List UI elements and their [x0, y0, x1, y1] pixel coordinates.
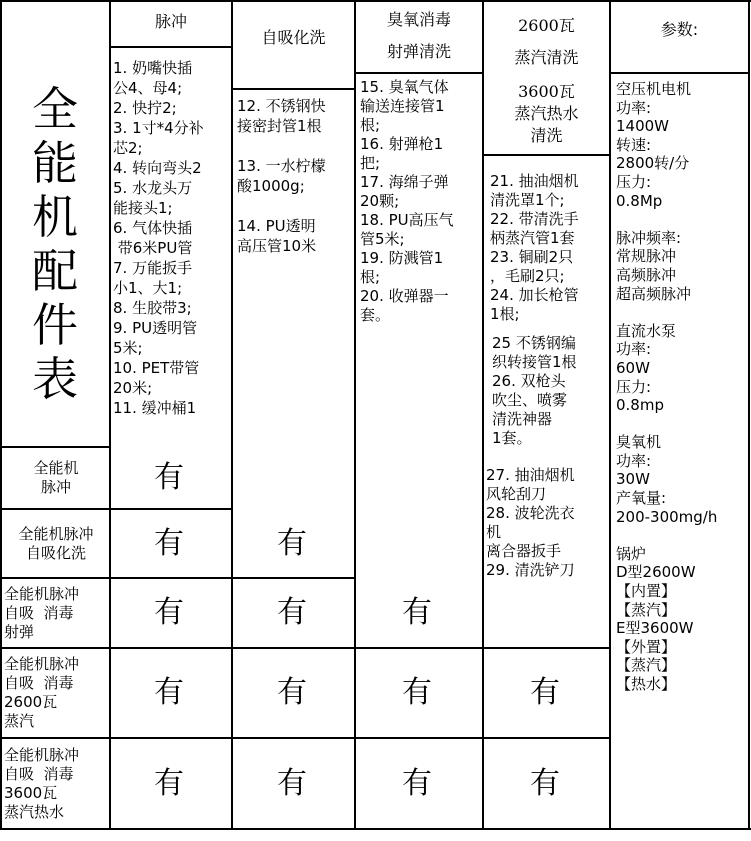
list-line: 20. 收弹器一	[360, 287, 449, 305]
row-label-line: 自吸 消毒	[4, 764, 74, 783]
list-line: 【外置】	[616, 637, 677, 656]
header-ozone-line2: 射弹清洗	[386, 42, 451, 61]
row-label	[4, 459, 108, 497]
list-line: 根;	[360, 268, 381, 286]
header-ozone-line1: 臭氧消毒	[386, 10, 451, 29]
list-line: 把;	[360, 154, 381, 172]
availability-mark: 有	[154, 460, 184, 495]
availability-mark: 有	[402, 675, 432, 710]
params-list	[616, 80, 717, 694]
list-line: 30W	[616, 470, 650, 489]
list-line: 5米;	[113, 339, 143, 357]
list-line: 清洗罩1个;	[490, 191, 565, 209]
list-line: 17. 海绵子弹	[360, 173, 449, 191]
header-self-suction: 自吸化洗	[261, 28, 326, 47]
row-label-line: 全能机脉冲	[4, 745, 80, 764]
availability-mark: 有	[402, 595, 432, 630]
list-line: 1套。	[492, 429, 532, 447]
list-line	[616, 415, 717, 434]
row-label-line: 蒸汽热水	[4, 802, 65, 821]
list-line	[616, 526, 717, 545]
list-line: 10. PET带管	[113, 359, 200, 377]
list-line: 200-300mg/h	[616, 507, 718, 526]
list-line: 机	[486, 523, 502, 541]
list-line: 0.8mp	[616, 396, 664, 415]
list-line: 4. 转向弯头2	[113, 159, 202, 177]
list-line: 25 不锈钢编	[492, 334, 576, 352]
list-line: 5. 水龙头万	[113, 179, 193, 197]
list-line: 锅炉	[616, 544, 647, 563]
parts-list-self-suction	[237, 96, 326, 256]
list-line: 清洗神器	[492, 410, 553, 428]
list-line: 能接头1;	[113, 199, 173, 217]
row-label-line: 全能机脉冲	[4, 584, 80, 603]
list-line: 功率:	[616, 98, 652, 117]
availability-mark: 有	[154, 525, 184, 561]
list-line: 压力:	[616, 172, 652, 191]
list-line: 套。	[360, 306, 391, 324]
list-line: 【蒸汽】	[616, 656, 677, 675]
list-line: 14. PU透明	[237, 217, 316, 235]
list-line: 常规脉冲	[616, 247, 677, 266]
list-line: 21. 抽油烟机	[490, 172, 579, 190]
availability-mark: 有	[277, 675, 307, 710]
list-line	[237, 136, 326, 156]
parts-list-ozone	[360, 78, 454, 325]
list-line: 转速:	[616, 135, 652, 154]
list-line: 输送连接管1	[360, 97, 445, 115]
list-line: 28. 波轮洗衣	[486, 504, 575, 522]
row-label	[4, 585, 108, 642]
list-line: 13. 一水柠檬	[237, 157, 326, 175]
list-line: 柄蒸汽管1套	[490, 229, 575, 247]
list-line: 超高频脉冲	[616, 284, 692, 303]
list-line: 压力:	[616, 377, 652, 396]
list-line: 0.8Mp	[616, 191, 663, 210]
list-line: 芯2;	[113, 139, 143, 157]
list-line: 臭氧机	[616, 433, 662, 452]
row-label-line: 全能机脉冲	[18, 524, 94, 543]
row-label-line: 2600瓦	[4, 693, 58, 711]
list-line: 直流水泵	[616, 321, 677, 340]
list-line: 1根;	[490, 305, 520, 323]
list-line: 空压机电机	[616, 80, 692, 98]
list-line: 9. PU透明管	[113, 319, 198, 337]
list-line: 【内置】	[616, 582, 677, 601]
list-line	[237, 196, 326, 216]
list-line: 酸1000g;	[237, 177, 305, 195]
list-line: 27. 抽油烟机	[486, 466, 575, 484]
header-pulse: 脉冲	[154, 12, 187, 31]
parts-list-steam-c	[486, 466, 575, 580]
list-line: 19. 防溅管1	[360, 249, 444, 267]
list-line: 功率:	[616, 451, 652, 470]
list-line: 22. 带清洗手	[490, 210, 579, 228]
row-label-line: 3600瓦	[4, 783, 58, 802]
list-line	[616, 303, 717, 322]
header-steam3600-line3: 清洗	[530, 126, 563, 145]
list-line: 风轮刮刀	[486, 485, 547, 503]
list-line: 60W	[616, 358, 650, 377]
row-label-line: 自吸 消毒	[4, 603, 74, 622]
availability-mark: 有	[277, 595, 307, 630]
list-line: 26. 双枪头	[492, 372, 566, 390]
list-line: 6. 气体快插	[113, 219, 193, 237]
row-label	[4, 655, 108, 731]
parts-list-steam-b	[492, 334, 577, 448]
availability-mark: 有	[530, 765, 560, 801]
list-line: 15. 臭氧气体	[360, 78, 449, 96]
list-line: ，毛刷2只;	[490, 267, 565, 285]
list-line: 1400W	[616, 117, 670, 136]
availability-mark: 有	[277, 765, 307, 801]
availability-mark: 有	[154, 675, 184, 710]
list-line: 接密封管1根	[237, 117, 322, 135]
row-label	[4, 746, 108, 822]
list-line: 7. 万能扳手	[113, 259, 193, 277]
list-line: 离合器扳手	[486, 542, 562, 560]
row-label-line: 自吸 消毒	[4, 674, 74, 692]
list-line: 带6米PU管	[113, 239, 193, 257]
availability-mark: 有	[154, 595, 184, 630]
row-label-line: 射弹	[4, 622, 35, 641]
list-line: 11. 缓冲桶1	[113, 399, 197, 417]
list-line: 2800转/分	[616, 154, 690, 173]
list-line: D型2600W	[616, 563, 696, 582]
list-line: 20颗;	[360, 192, 400, 210]
list-line: 小1、大1;	[113, 279, 183, 297]
list-line: 公4、母4;	[113, 79, 183, 97]
list-line: 29. 清洗铲刀	[486, 561, 575, 579]
row-label-line: 蒸汽	[4, 712, 35, 730]
page-title: 全能机配件表	[32, 82, 78, 406]
header-steam3600-line1: 3600瓦	[518, 82, 575, 101]
parts-list-steam-a	[490, 172, 579, 324]
header-steam2600-line2: 蒸汽清洗	[514, 48, 579, 67]
list-line: 高压管10米	[237, 237, 317, 255]
list-line: 1. 奶嘴快插	[113, 59, 193, 77]
header-params: 参数:	[660, 20, 699, 39]
row-label	[4, 525, 108, 563]
list-line: 16. 射弹枪1	[360, 135, 444, 153]
availability-mark: 有	[530, 675, 560, 710]
list-line: 18. PU高压气	[360, 211, 454, 229]
row-label-line: 自吸化洗	[25, 543, 86, 562]
list-line: 产氧量:	[616, 489, 667, 508]
list-line: 管5米;	[360, 230, 405, 248]
availability-mark: 有	[277, 525, 307, 561]
list-line: 根;	[360, 116, 381, 134]
list-line: 24. 加长枪管	[490, 286, 579, 304]
list-line: 吹尘、喷雾	[492, 391, 568, 409]
list-line	[616, 210, 717, 229]
list-line: 3. 1寸*4分补	[113, 119, 204, 137]
list-line: 【蒸汽】	[616, 600, 677, 619]
header-steam3600-line2: 蒸汽热水	[514, 104, 579, 123]
availability-mark: 有	[402, 765, 432, 801]
parts-list-pulse	[113, 58, 204, 418]
list-line: 脉冲频率:	[616, 228, 682, 247]
list-line: 高频脉冲	[616, 265, 677, 284]
list-line: 20米;	[113, 379, 153, 397]
list-line: 12. 不锈钢快	[237, 97, 326, 115]
list-line: 2. 快拧2;	[113, 99, 177, 117]
list-line: 织转接管1根	[492, 353, 577, 371]
row-label-line: 全能机脉冲	[4, 655, 80, 673]
list-line: 8. 生胶带3;	[113, 299, 192, 317]
list-line: 23. 铜刷2只	[490, 248, 574, 266]
list-line: E型3600W	[616, 619, 694, 638]
list-line: 功率:	[616, 340, 652, 359]
list-line: 【热水】	[616, 675, 677, 693]
row-label-line: 全能机	[33, 459, 79, 477]
availability-mark: 有	[154, 765, 184, 801]
row-label-line: 脉冲	[40, 478, 71, 496]
header-steam2600-line1: 2600瓦	[518, 16, 575, 35]
